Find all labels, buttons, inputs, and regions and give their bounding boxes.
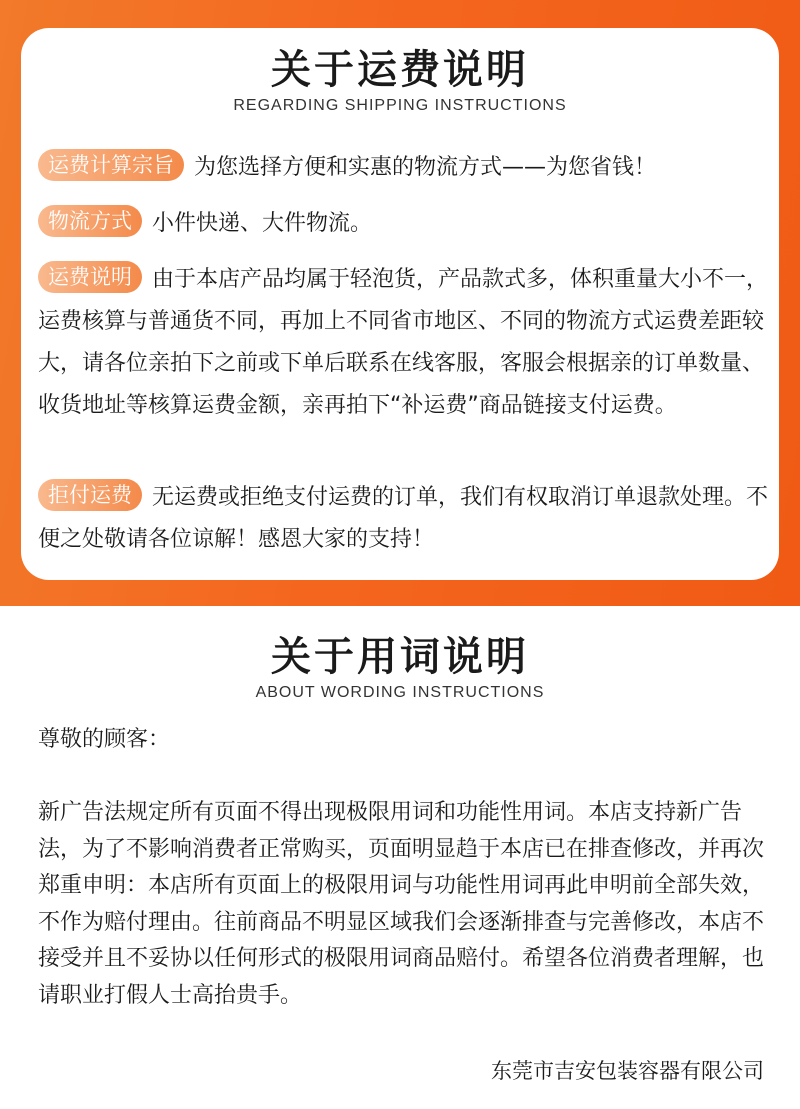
shipping-item-text: 为您选择方便和实惠的物流方式——为您省钱！ — [194, 155, 657, 180]
wording-subtitle: ABOUT WORDING INSTRUCTIONS — [255, 684, 545, 701]
badge-explanation: 运费说明 — [38, 261, 142, 293]
shipping-item-text: 由于本店产品均属于轻泡货，产品款式多，体积重量大小不一，运费核算与普通货不同，再加上不同省市地区、不同的物流方式运费差距较大，请各位亲拍下之前或下单后联系在线客服，客服会根据亲的订单数量、收货地址等核算运费金额，亲再拍下“补运费”商品链接支付运费。 — [38, 267, 769, 418]
shipping-item-explanation — [38, 259, 773, 427]
shipping-item-method — [38, 203, 773, 245]
company-name: 东莞市吉安包装容器有限公司 — [491, 1059, 764, 1083]
shipping-title: 关于运费说明 — [271, 47, 529, 93]
wording-title: 关于用词说明 — [271, 634, 529, 680]
badge-refusal: 拒付运费 — [38, 479, 142, 511]
shipping-item-text: 无运费或拒绝支付运费的订单，我们有权取消订单退款处理。不便之处敬请各位谅解！感恩大家的支持！ — [38, 485, 769, 552]
shipping-item-text: 小件快递、大件物流。 — [152, 211, 373, 236]
shipping-item-principle — [38, 147, 773, 189]
shipping-item-refusal — [38, 477, 773, 561]
badge-principle: 运费计算宗旨 — [38, 149, 184, 181]
badge-method: 物流方式 — [38, 205, 142, 237]
shipping-subtitle: REGARDING SHIPPING INSTRUCTIONS — [233, 97, 567, 114]
wording-body: 新广告法规定所有页面不得出现极限用词和功能性用词。本店支持新广告法，为了不影响消费者正常购买，页面明显趋于本店已在排查修改，并再次郑重申明：本店所有页面上的极限用词与功能性用词再此申明前全部失效，不作为赔付理由。往前商品不明显区域我们会逐渐排查与完善修改，本店不接受并且不妥协以任何形式的极限用词商品赔付。希望各位消费者理解，也请职业打假人士高抬贵手。 — [38, 800, 765, 1008]
wording-greeting: 尊敬的顾客： — [38, 727, 171, 752]
